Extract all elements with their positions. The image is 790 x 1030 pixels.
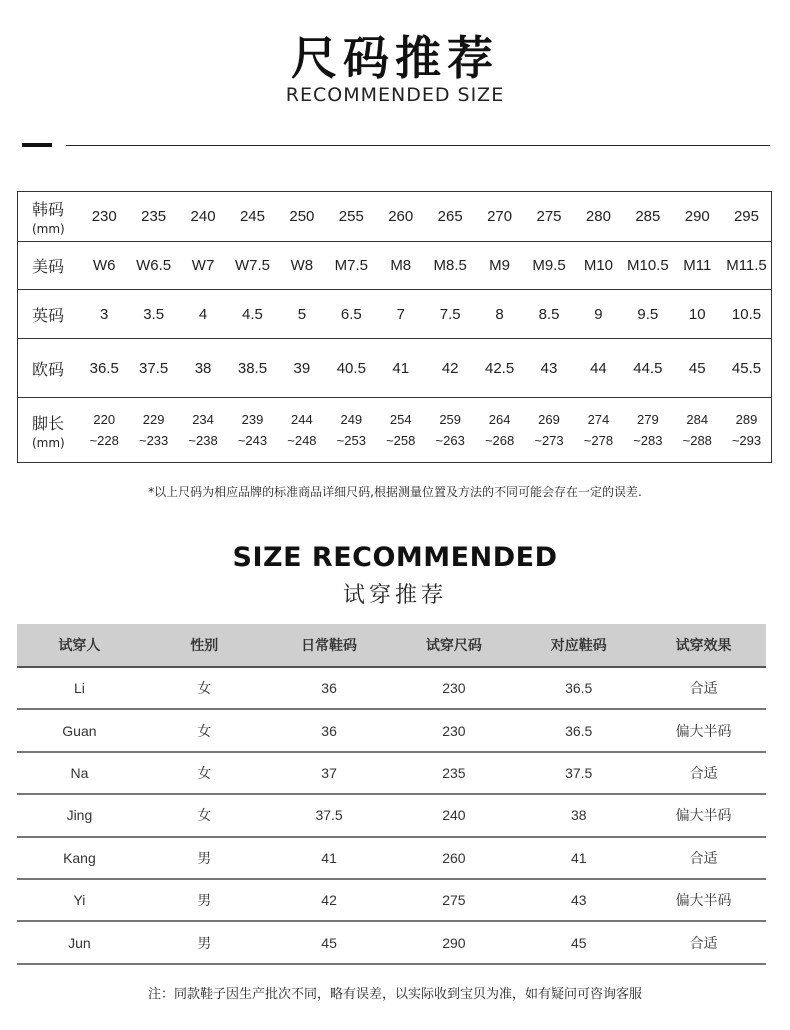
size-cell: 295 <box>722 192 772 242</box>
size-cell: 264 ~268 <box>484 412 515 448</box>
size-cell: 244 ~248 <box>287 412 317 448</box>
trial-cell: 合适 <box>641 921 766 963</box>
size-table-note: *以上尺码为相应品牌的标准商品详细尺码,根据测量位置及方法的不同可能会存在一定的误差. <box>148 485 642 499</box>
trial-cell: 37.5 <box>267 794 392 836</box>
size-cell: M9.5 <box>524 242 573 290</box>
trial-cell: 290 <box>391 921 516 963</box>
trial-cell: 235 <box>391 752 516 794</box>
size-cell: 45 <box>673 339 722 398</box>
size-cell: W6 <box>80 242 129 290</box>
trial-cell: 42 <box>267 879 392 921</box>
trial-cell: 240 <box>391 794 516 836</box>
trial-header-cell: 试穿尺码 <box>391 624 516 667</box>
size-row-label <box>18 290 80 339</box>
size-cell: 38 <box>178 339 227 398</box>
size-cell: 290 <box>673 192 722 242</box>
size-cell: 255 <box>327 192 376 242</box>
size-row-unit: (mm) <box>32 435 65 450</box>
trial-header-cell: 对应鞋码 <box>516 624 641 667</box>
size-cell: 42.5 <box>475 339 524 398</box>
trial-cell: Yi <box>17 879 142 921</box>
size-cell: 41 <box>376 339 425 398</box>
trial-cell: 41 <box>516 837 641 879</box>
size-cell: 234 ~238 <box>188 412 218 448</box>
size-row <box>18 398 772 463</box>
size-cell: 280 <box>574 192 623 242</box>
trial-cell: 合适 <box>641 667 766 709</box>
size-cell: 8 <box>475 290 524 339</box>
trial-header-cell: 性别 <box>142 624 267 667</box>
size-cell: M11.5 <box>722 242 772 290</box>
size-cell: M8 <box>376 242 425 290</box>
size-cell: 239 ~243 <box>237 412 268 448</box>
size-cell: 9 <box>574 290 623 339</box>
size-cell: M10 <box>574 242 623 290</box>
size-cell: M7.5 <box>327 242 376 290</box>
trial-cell: Jing <box>17 794 142 836</box>
page-subtitle: RECOMMENDED SIZE <box>285 84 505 106</box>
size-cell: 6.5 <box>327 290 376 339</box>
trial-cell: 偏大半码 <box>641 794 766 836</box>
trial-cell: 偏大半码 <box>641 709 766 751</box>
trial-cell: 36 <box>267 709 392 751</box>
size-cell: 275 <box>524 192 573 242</box>
size-row-label-text: 欧码 <box>32 359 65 379</box>
size-cell: 38.5 <box>228 339 277 398</box>
trial-row <box>17 837 766 879</box>
size-cell: 40.5 <box>327 339 376 398</box>
trial-cell: 37.5 <box>516 752 641 794</box>
size-cell: 43 <box>524 339 573 398</box>
trial-cell: Guan <box>17 709 142 751</box>
size-cell: 259 ~263 <box>435 412 465 448</box>
size-cell: 10 <box>673 290 722 339</box>
trial-cell: 45 <box>516 921 641 963</box>
size-cell: M9 <box>475 242 524 290</box>
size-row <box>18 339 772 398</box>
size-row-label <box>18 192 80 242</box>
accent-bar <box>22 143 52 147</box>
size-cell: M11 <box>673 242 722 290</box>
size-row-label-text: 韩码 <box>32 200 65 219</box>
size-cell: 36.5 <box>80 339 129 398</box>
size-cell: W6.5 <box>129 242 178 290</box>
size-cell: 4.5 <box>228 290 277 339</box>
size-cell: 279 ~283 <box>633 412 663 448</box>
size-cell: 250 <box>277 192 326 242</box>
trial-row <box>17 794 766 836</box>
size-row-unit: (mm) <box>32 222 65 236</box>
size-row <box>18 242 772 290</box>
trial-cell: 36.5 <box>516 667 641 709</box>
size-cell: 274 ~278 <box>583 412 614 448</box>
size-row-label <box>18 242 80 290</box>
size-cell: 5 <box>277 290 326 339</box>
trial-recommend-table <box>17 624 766 965</box>
trial-header-cell: 试穿效果 <box>641 624 766 667</box>
recommend-title-cn: 试穿推荐 <box>342 583 447 608</box>
size-cell: 8.5 <box>524 290 573 339</box>
trial-cell: 偏大半码 <box>641 879 766 921</box>
size-cell: W7 <box>178 242 227 290</box>
trial-cell: 37 <box>267 752 392 794</box>
size-cell: 37.5 <box>129 339 178 398</box>
size-row-label <box>18 339 80 398</box>
size-conversion-table <box>17 191 772 463</box>
trial-table-note: 注：同款鞋子因生产批次不同，略有误差，以实际收到宝贝为准，如有疑问可咨询客服 <box>147 987 642 1002</box>
page-title: 尺码推荐 <box>291 31 499 85</box>
size-cell: 284 ~288 <box>682 412 712 448</box>
trial-cell: 36 <box>267 667 392 709</box>
size-cell: 240 <box>178 192 227 242</box>
recommend-title-en: SIZE RECOMMENDED <box>232 542 558 573</box>
size-row-label-text: 美码 <box>32 257 65 276</box>
size-cell: 269 ~273 <box>534 412 564 448</box>
trial-cell: 合适 <box>641 752 766 794</box>
trial-cell: 43 <box>516 879 641 921</box>
size-cell: 44 <box>574 339 623 398</box>
trial-cell: 女 <box>142 752 267 794</box>
trial-cell: 230 <box>391 709 516 751</box>
size-cell: 254 ~258 <box>386 412 416 448</box>
size-cell: M10.5 <box>623 242 672 290</box>
size-cell: 220 ~228 <box>89 412 119 448</box>
trial-row <box>17 709 766 751</box>
trial-cell: 女 <box>142 794 267 836</box>
trial-cell: 男 <box>142 879 267 921</box>
trial-cell: 260 <box>391 837 516 879</box>
trial-header-cell: 试穿人 <box>17 624 142 667</box>
size-cell: 7 <box>376 290 425 339</box>
size-cell: 45.5 <box>722 339 772 398</box>
trial-header-cell: 日常鞋码 <box>267 624 392 667</box>
size-cell: 285 <box>623 192 672 242</box>
trial-cell: 男 <box>142 921 267 963</box>
size-row <box>18 192 772 242</box>
size-row-label-text: 脚长 <box>32 413 65 433</box>
trial-cell: 230 <box>391 667 516 709</box>
trial-cell: 36.5 <box>516 709 641 751</box>
size-cell: 39 <box>277 339 326 398</box>
size-cell: 7.5 <box>425 290 474 339</box>
size-cell: W8 <box>277 242 326 290</box>
trial-row <box>17 752 766 794</box>
trial-cell: 男 <box>142 837 267 879</box>
trial-row <box>17 921 766 963</box>
size-cell: 3.5 <box>129 290 178 339</box>
trial-cell: 41 <box>267 837 392 879</box>
divider-line <box>66 145 770 146</box>
size-cell: 265 <box>425 192 474 242</box>
trial-cell: 38 <box>516 794 641 836</box>
size-cell: 249 ~253 <box>336 412 366 448</box>
size-cell: 44.5 <box>623 339 672 398</box>
size-cell: W7.5 <box>228 242 277 290</box>
size-row <box>18 290 772 339</box>
trial-cell: 45 <box>267 921 392 963</box>
size-cell: 229 ~233 <box>138 412 169 448</box>
trial-cell: 女 <box>142 667 267 709</box>
size-cell: 230 <box>80 192 129 242</box>
size-cell: 4 <box>178 290 227 339</box>
size-row-label <box>18 398 80 463</box>
size-cell: 3 <box>80 290 129 339</box>
trial-row <box>17 667 766 709</box>
trial-cell: Na <box>17 752 142 794</box>
trial-cell: Jun <box>17 921 142 963</box>
trial-cell: 女 <box>142 709 267 751</box>
size-cell: 10.5 <box>722 290 772 339</box>
size-cell: 9.5 <box>623 290 672 339</box>
trial-cell: 合适 <box>641 837 766 879</box>
size-cell: 260 <box>376 192 425 242</box>
size-cell: 235 <box>129 192 178 242</box>
trial-cell: Kang <box>17 837 142 879</box>
size-cell: 289 ~293 <box>731 412 762 448</box>
trial-cell: 275 <box>391 879 516 921</box>
size-row-label-text: 英码 <box>32 305 65 325</box>
size-cell: 245 <box>228 192 277 242</box>
size-cell: 270 <box>475 192 524 242</box>
size-cell: M8.5 <box>425 242 474 290</box>
trial-cell: Li <box>17 667 142 709</box>
size-cell: 42 <box>425 339 474 398</box>
trial-row <box>17 879 766 921</box>
